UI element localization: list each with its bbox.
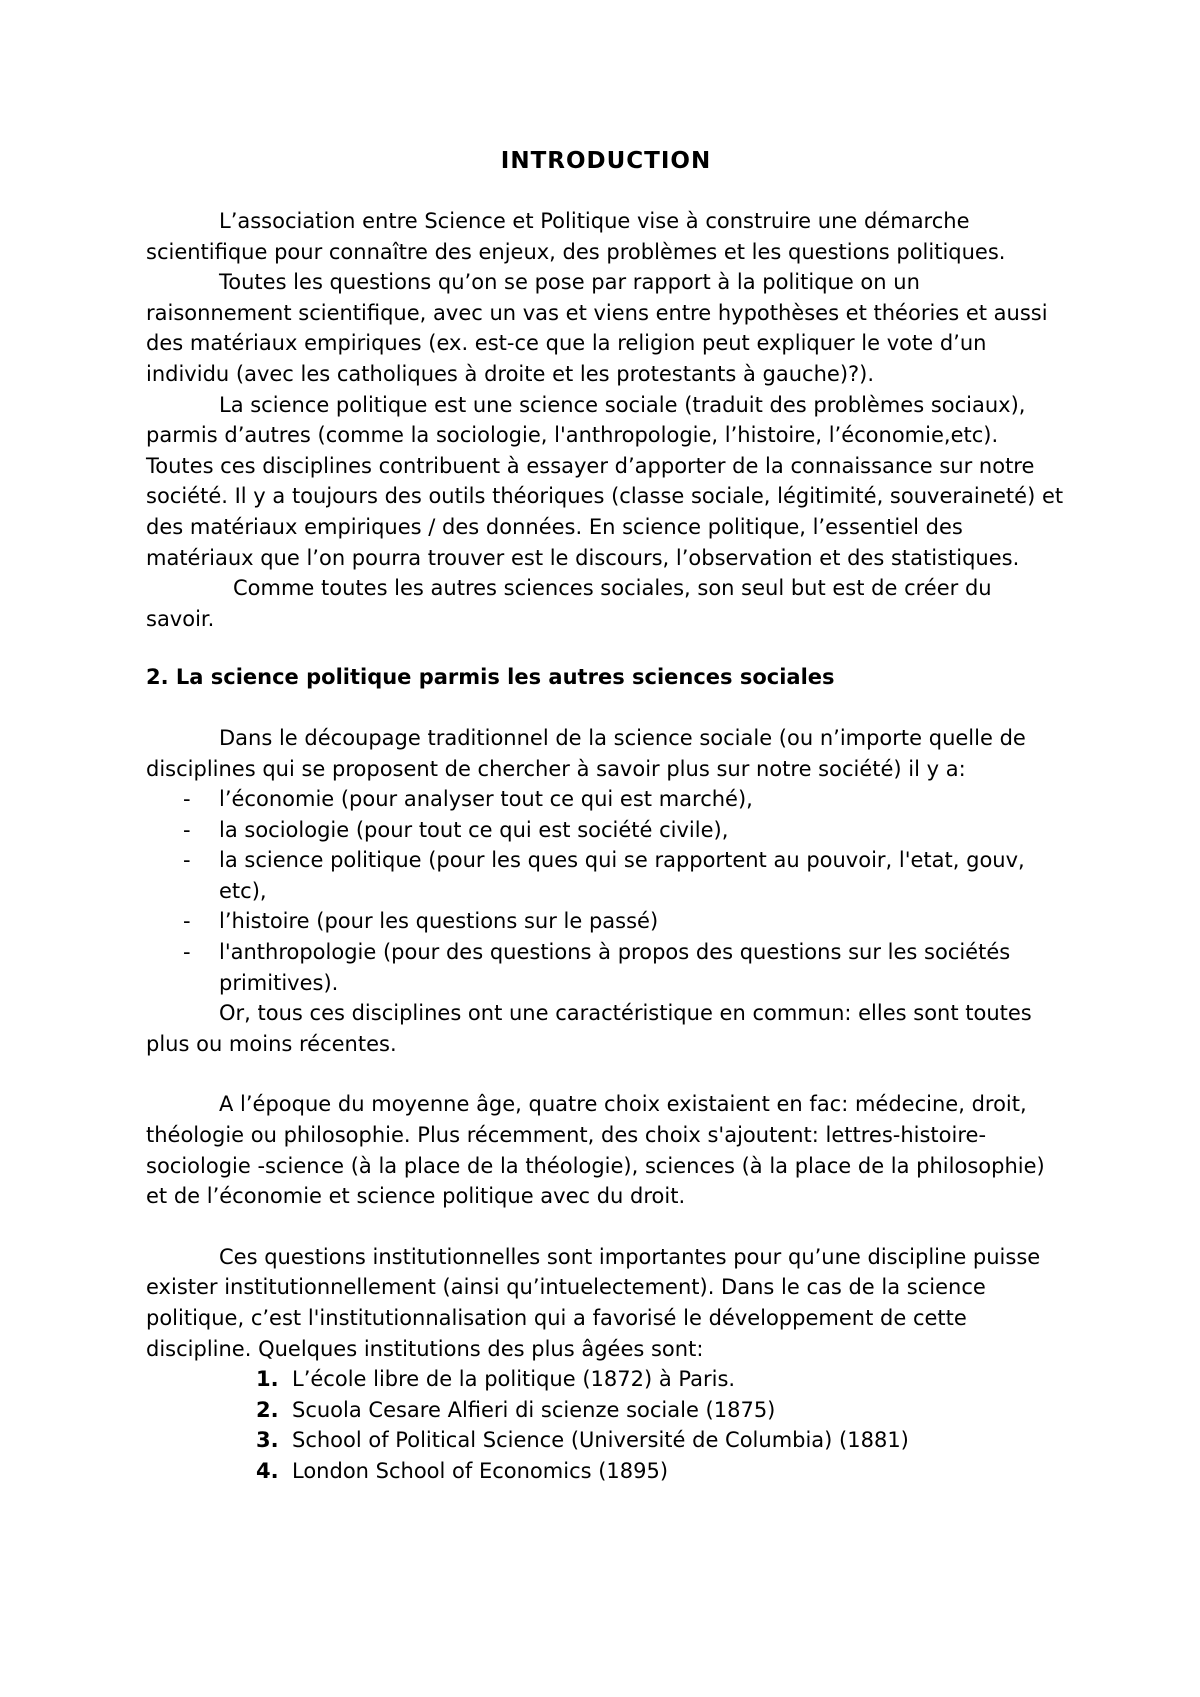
list-item bbox=[256, 1425, 1066, 1456]
list-item-text: School of Political Science (Université de Columbia) (1881) bbox=[292, 1428, 909, 1453]
intro-paragraph-3: La science politique est une science sociale (traduit des problèmes sociaux), parmis d’autres (comme la sociologie, l'anthropologie, l’histoire, l’économie,etc). Toutes ces disciplines contribuent à essayer d’apporter de la connaissance sur notre société. Il y a toujours des outils théoriques (classe sociale, légitimité, souveraineté) et des matériaux empiriques / des données. En science politique, l’essentiel des matériaux que l’on pourra trouver est le discours, l’observation et des statistiques. bbox=[146, 392, 1064, 570]
list-number: 1. bbox=[256, 1367, 279, 1392]
intro-paragraph-2: Toutes les questions qu’on se pose par rapport à la politique on un raisonnement scientifique, avec un vas et viens entre hypothèses et théories et aussi des matériaux empiriques (ex. est-ce que la religion peut expliquer le vote d’un individu (avec les catholiques à droite et les protestants à gauche)?). bbox=[146, 270, 1048, 386]
list-item bbox=[256, 1395, 1066, 1426]
list-number: 2. bbox=[256, 1397, 279, 1422]
list-item: - la sociologie (pour tout ce qui est société civile), bbox=[219, 815, 1066, 846]
list-item bbox=[256, 1456, 1066, 1487]
section-paragraph-1: Dans le découpage traditionnel de la science sociale (ou n’importe quelle de disciplines qui se proposent de chercher à savoir plus sur notre société) il y a: bbox=[146, 725, 1026, 781]
section-paragraph-3: A l’époque du moyenne âge, quatre choix existaient en fac: médecine, droit, théologie ou philosophie. Plus récemment, des choix s'ajoutent: lettres-histoire- sociologie -science (à la place de la théologie), sciences (à la place de la philosophie) et de l’économie et science politique avec du droit. bbox=[146, 1092, 1045, 1209]
section-heading: 2. La science politique parmis les autres sciences sociales bbox=[146, 665, 835, 690]
list-item-text: L’école libre de la politique (1872) à Paris. bbox=[292, 1367, 736, 1392]
institutions-list bbox=[146, 1364, 1066, 1486]
list-item: - la science politique (pour les ques qui se rapportent au pouvoir, l'etat, gouv, etc), bbox=[219, 845, 1066, 906]
document-page bbox=[146, 146, 1066, 1487]
list-item: - l’économie (pour analyser tout ce qui est marché), bbox=[219, 784, 1066, 815]
page-title: INTRODUCTION bbox=[500, 148, 712, 174]
list-number: 4. bbox=[256, 1458, 279, 1483]
intro-paragraph-4: Comme toutes les autres sciences sociales, son seul but est de créer du savoir. bbox=[146, 576, 992, 631]
list-item: - l'anthropologie (pour des questions à propos des questions sur les sociétés primitives). bbox=[219, 937, 1066, 998]
section-paragraph-2: Or, tous ces disciplines ont une caractéristique en commun: elles sont toutes plus ou moins récentes. bbox=[146, 1001, 1032, 1056]
list-item: - l’histoire (pour les questions sur le passé) bbox=[219, 906, 1066, 937]
intro-paragraph-1: L’association entre Science et Politique vise à construire une démarche scientifique pour connaître des enjeux, des problèmes et les questions politiques. bbox=[146, 209, 1006, 264]
list-item-text: Scuola Cesare Alfieri di scienze sociale (1875) bbox=[292, 1397, 776, 1422]
list-number: 3. bbox=[256, 1428, 279, 1453]
disciplines-list bbox=[146, 784, 1066, 998]
list-item bbox=[256, 1364, 1066, 1395]
list-item-text: London School of Economics (1895) bbox=[292, 1458, 669, 1483]
section-paragraph-4: Ces questions institutionnelles sont importantes pour qu’une discipline puisse exister institutionnellement (ainsi qu’intuelectement). Dans le cas de la science politique, c’est l'institutionnalisation qui a favorisé le développement de cette discipline. Quelques institutions des plus âgées sont: bbox=[146, 1244, 1041, 1361]
